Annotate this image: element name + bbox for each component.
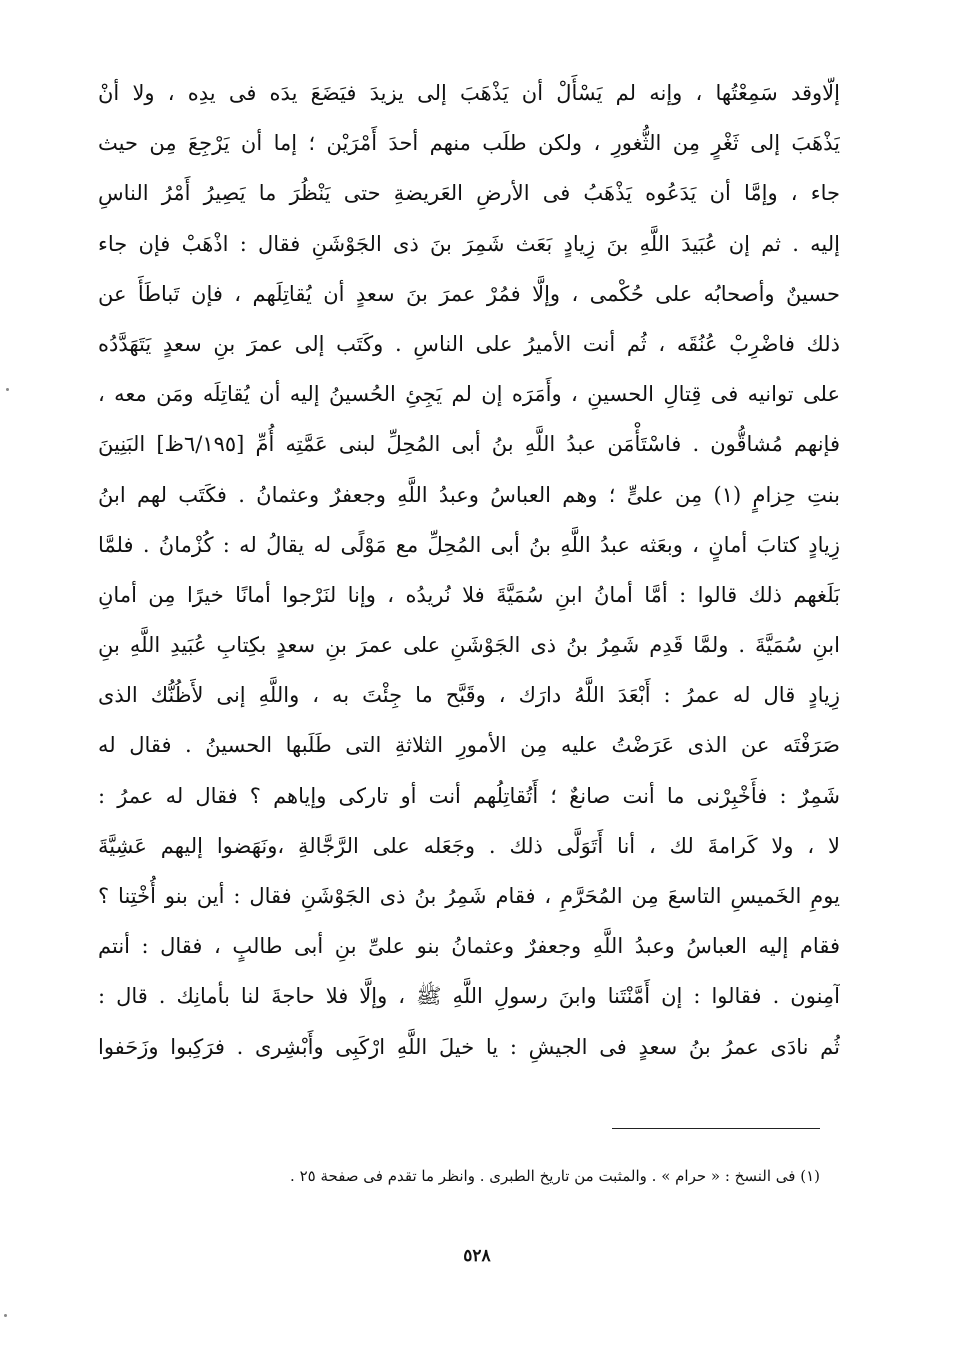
- text-line: يومِ الخَميسِ التاسعَ مِن المُحَرَّمِ ، فقام شَمِرُ بنُ ذى الجَوْشَنِ فقال : أين بنو أُخْتِنا ؟: [98, 884, 840, 908]
- text-line: زِيادٍ قال له عمرُ : أَبْعَدَ اللَّهُ دارَك ، وقَبَّح ما جِئْتَ به ، واللَّهِ إنى لأَظُنُّك الذى: [98, 683, 840, 708]
- text-line: شَمِرٌ : فأَخْبِرْنى ما أنت صانعٌ ؛ أَتُقاتِلُهم أنت أو تاركى وإياهم ؟ فقال له عمرُ :: [98, 783, 840, 808]
- footnote: (١) فى النسخ : « حرام » . والمثبت من تاريخ الطبرى . وانظر ما تقدم فى صفحة ٢٥ .: [290, 1167, 820, 1185]
- main-text: [98, 68, 840, 1072]
- page-number: ٥٢٨: [463, 1246, 491, 1266]
- text-line: ثُم نادَى عمرُ بنُ سعدٍ فى الجيشِ : يا خيلَ اللَّهِ ارْكَبِى وأَبْشِرى . فرَكِبوا وزَحَفوا: [98, 1034, 840, 1059]
- scan-speck: [4, 1314, 7, 1317]
- text-line: ذلك فاضْرِبْ عُنُقَه ، ثُم أنت الأميرُ على الناسِ . وكَتَب إلى عمرَ بنِ سعدٍ يَتَهَدَّدُه: [98, 331, 840, 356]
- footnote-separator: [612, 1128, 820, 1129]
- text-line: فإنهم مُشاقُّون . فاسْتَأْمَن عبدُ اللَّهِ بنُ أبى المُحِلِّ لبنى عَمَّتِه أُمِّ [٦/١٩٥ظ] البَنِينَ: [98, 432, 840, 457]
- text-line: جاء ، وإمَّا أن يَدَعُوه يَذْهَبُ فى الأرضِ العَريضةِ حتى يَنْظُرَ ما يَصِيرُ أَمْرُ الناسِ: [98, 181, 840, 206]
- scan-speck: [6, 388, 9, 391]
- text-line: حسينٌ وأصحابُه على حُكْمى ، وإلَّا فمُرْ عمرَ بنَ سعدٍ أن يُقاتِلَهم ، فإن تَباطَأَ عن: [98, 281, 840, 306]
- text-line: فقام إليه العباسُ وعبدُ اللَّهِ وجعفرٌ وعثمانُ بنو علىِّ بنِ أبى طالبٍ ، فقال : أنتم: [98, 934, 840, 959]
- text-line: صَرَفْتَه عن الذى عَرَضْتُ عليه مِن الأمورِ الثلاثةِ التى طَلَبها الحسينُ . فقال له: [98, 733, 840, 758]
- text-line: إلّاوقد سَمِعْتُها ، وإنه لم يَسْأَلْ أن يَذْهَبَ إلى يزيدَ فيَضَعَ يدَه فى يدِه ، ولا أنْ: [98, 81, 840, 105]
- text-line: إليه . ثم إن عُبَيدَ اللَّهِ بنَ زِيادٍ بَعَث شَمِرَ بنَ ذى الجَوْشَنِ فقال : اذْهَبْ فإن جاء: [98, 231, 840, 256]
- text-line: زِيادٍ كتابَ أمانٍ ، وبعَثه عبدُ اللَّهِ بنُ أبى المُحِلِّ مع مَوْلًى له يقالُ له : كُزْمانُ . فلمَّا: [98, 532, 840, 557]
- text-line: بَلَغهم ذلك قالوا : أمَّا أمانُ ابنِ سُمَيَّةَ فلا نُريدُه ، وإنا لنَرْجوا أمانًا خيرًا مِن أمانِ: [98, 582, 840, 607]
- text-line: على توانيه فى قِتالِ الحسينِ ، وأَمَرَه إن لم يَجِئِ الحُسينُ إليه أن يُقاتِلَه ومَن معه ،: [98, 382, 840, 407]
- text-line: بنتِ حِزامٍ (١) مِن علىٍّ ؛ وهم العباسُ وعبدُ اللَّهِ وجعفرٌ وعثمانُ . فكَتَب لهم ابنُ: [98, 482, 840, 507]
- text-line: لا ، ولا كَرامةَ لك ، أنا أَتَوَلَّى ذلك . وجَعَله على الرَّجَّالةِ ،ونَهَضوا إليهم عَشِيَّةَ: [98, 833, 840, 858]
- text-line: يَذْهَبَ إلى ثَغْرٍ مِن الثُّغورِ ، ولكن طلَب منهم أحدَ أَمْرَيْن ؛ إما أن يَرْجِعَ مِن حيث: [98, 131, 840, 156]
- text-line: ابنِ سُمَيَّةَ . ولمَّا قَدِم شَمِرُ بنُ ذى الجَوْشَنِ على عمرَ بنِ سعدٍ بكِتابِ عُبَيدِ اللَّهِ بنِ: [98, 633, 840, 658]
- text-line: آمِنون . فقالوا : إن أَمَّنْتَنا وابنَ رسولِ اللَّهِ ﷺ ، وإلَّا فلا حاجةَ لنا بأمانِك . قال :: [98, 984, 840, 1009]
